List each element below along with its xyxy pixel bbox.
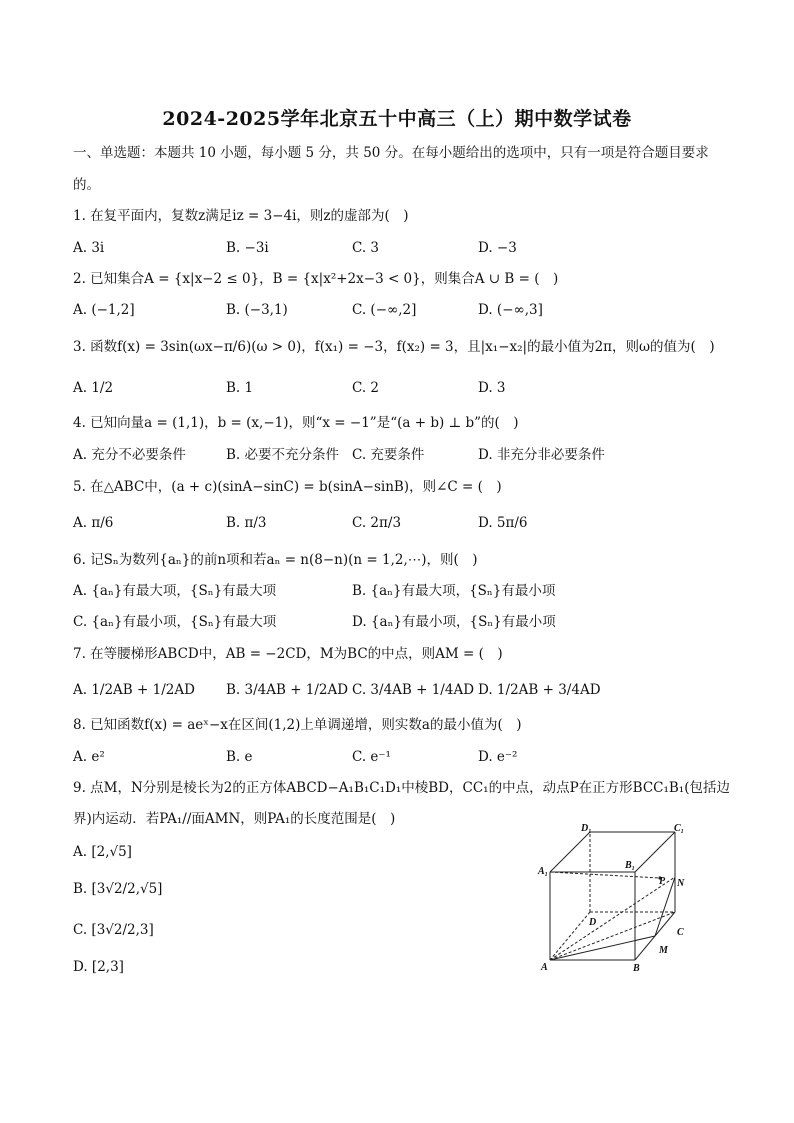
question-8-option-c: C. e⁻¹: [352, 749, 391, 765]
question-5-option-c: C. 2π/3: [352, 515, 402, 531]
label-p: P: [659, 876, 666, 887]
question-3-option-d: D. 3: [478, 380, 506, 396]
edge-b1c1: [635, 832, 675, 872]
label-c: C: [677, 927, 684, 938]
segment-an: [550, 877, 675, 960]
question-6-option-a: A. {aₙ}有最大项，{Sₙ}有最大项: [73, 583, 277, 599]
question-7-stem: 7. 在等腰梯形ABCD中，AB = −2CD，M为BC的中点，则AM = ( ): [73, 646, 503, 662]
question-8-stem: 8. 已知函数f(x) = aeˣ−x在区间(1,2)上单调递增，则实数a的最小值为( ): [73, 717, 522, 733]
question-7-option-d: D. 1/2AB + 3/4AD: [478, 682, 601, 698]
question-9-option-b: B. [3√2/2,√5]: [73, 881, 163, 897]
question-6-option-b: B. {aₙ}有最大项，{Sₙ}有最小项: [352, 583, 556, 599]
question-4-option-c: C. 充要条件: [352, 447, 425, 463]
question-4-option-a: A. 充分不必要条件: [73, 447, 186, 463]
cube-figure: [535, 822, 695, 982]
question-5-stem: 5. 在△ABC中，(a + c)(sinA−sinC) = b(sinA−sinB)，则∠C = ( ): [73, 479, 502, 495]
question-4-stem: 4. 已知向量a = (1,1)，b = (x,−1)，则“x = −1”是“(a + b) ⊥ b”的( ): [73, 415, 519, 431]
question-3-option-b: B. 1: [226, 380, 254, 396]
question-7-option-b: B. 3/4AB + 1/2AD: [226, 682, 349, 698]
question-8-option-d: D. e⁻²: [478, 749, 518, 765]
question-1-option-d: D. −3: [478, 240, 517, 256]
question-9-stem: 9. 点M，N分别是棱长为2的正方体ABCD−A₁B₁C₁D₁中棱BD，CC₁的中点，动点P在正方形BCC₁B₁(包括边: [73, 780, 730, 796]
section-heading: 一、单选题：本题共 10 小题，每小题 5 分，共 50 分。在每小题给出的选项中，只有一项是符合题目要求: [73, 145, 709, 161]
question-8-option-a: A. e²: [73, 749, 105, 765]
label-a: A: [541, 962, 548, 973]
question-3-option-c: C. 2: [352, 380, 380, 396]
segment-a1p: [550, 872, 660, 878]
label-b1: $B_1$: [625, 860, 635, 872]
question-9-stem-cont: 界)内运动．若PA₁//面AMN，则PA₁的长度范围是( ): [73, 811, 396, 827]
question-4-option-b: B. 必要不充分条件: [226, 447, 340, 463]
question-5-option-a: A. π/6: [73, 515, 114, 531]
label-n: N: [677, 878, 685, 889]
label-d: D: [589, 917, 597, 928]
question-3-stem: 3. 函数f(x) = 3sin(ωx−π/6)(ω > 0)，f(x₁) = −3，f(x₂) = 3，且|x₁−x₂|的最小值为2π，则ω的值为( ): [73, 339, 715, 355]
question-7-option-c: C. 3/4AB + 1/4AD: [352, 682, 475, 698]
question-2-stem: 2. 已知集合A = {x|x−2 ≤ 0}，B = {x|x²+2x−3 < 0}，则集合A ∪ B = ( ): [73, 271, 559, 287]
label-b: B: [633, 963, 640, 974]
label-m: M: [659, 945, 668, 956]
question-1-option-b: B. −3i: [226, 240, 269, 256]
question-6-option-d: D. {aₙ}有最小项，{Sₙ}有最小项: [352, 614, 556, 630]
question-5-option-b: B. π/3: [226, 515, 267, 531]
question-6-stem: 6. 记Sₙ为数列{aₙ}的前n项和若aₙ = n(8−n)(n = 1,2,⋯)，则( ): [73, 552, 478, 568]
label-d1: $D_1$: [581, 823, 592, 835]
question-6-option-c: C. {aₙ}有最小项，{Sₙ}有最大项: [73, 614, 277, 630]
question-8-option-b: B. e: [226, 749, 253, 765]
question-2-option-a: A. (−1,2]: [73, 302, 135, 318]
question-4-option-d: D. 非充分非必要条件: [478, 447, 605, 463]
label-c1: $C_1$: [674, 823, 684, 835]
label-a1: $A_1$: [538, 866, 548, 878]
segment-ac: [550, 912, 675, 960]
section-heading-cont: 的。: [73, 177, 100, 193]
question-9-option-d: D. [2,3]: [73, 959, 124, 975]
question-9-option-a: A. [2,√5]: [73, 844, 132, 860]
question-2-option-d: D. (−∞,3]: [478, 302, 543, 318]
edge-a1d1: [550, 832, 590, 872]
exam-title: 2024-2025学年北京五十中高三（上）期中数学试卷: [162, 108, 632, 130]
question-3-option-a: A. 1/2: [73, 380, 114, 396]
question-7-option-a: A. 1/2AB + 1/2AD: [73, 682, 195, 698]
question-1-option-a: A. 3i: [73, 240, 105, 256]
question-9-option-c: C. [3√2/2,3]: [73, 922, 154, 938]
question-2-option-b: B. (−3,1): [226, 302, 288, 318]
question-2-option-c: C. (−∞,2]: [352, 302, 417, 318]
question-1-stem: 1. 在复平面内，复数z满足iz = 3−4i，则z的虚部为( ): [73, 208, 409, 224]
question-5-option-d: D. 5π/6: [478, 515, 528, 531]
question-1-option-c: C. 3: [352, 240, 380, 256]
